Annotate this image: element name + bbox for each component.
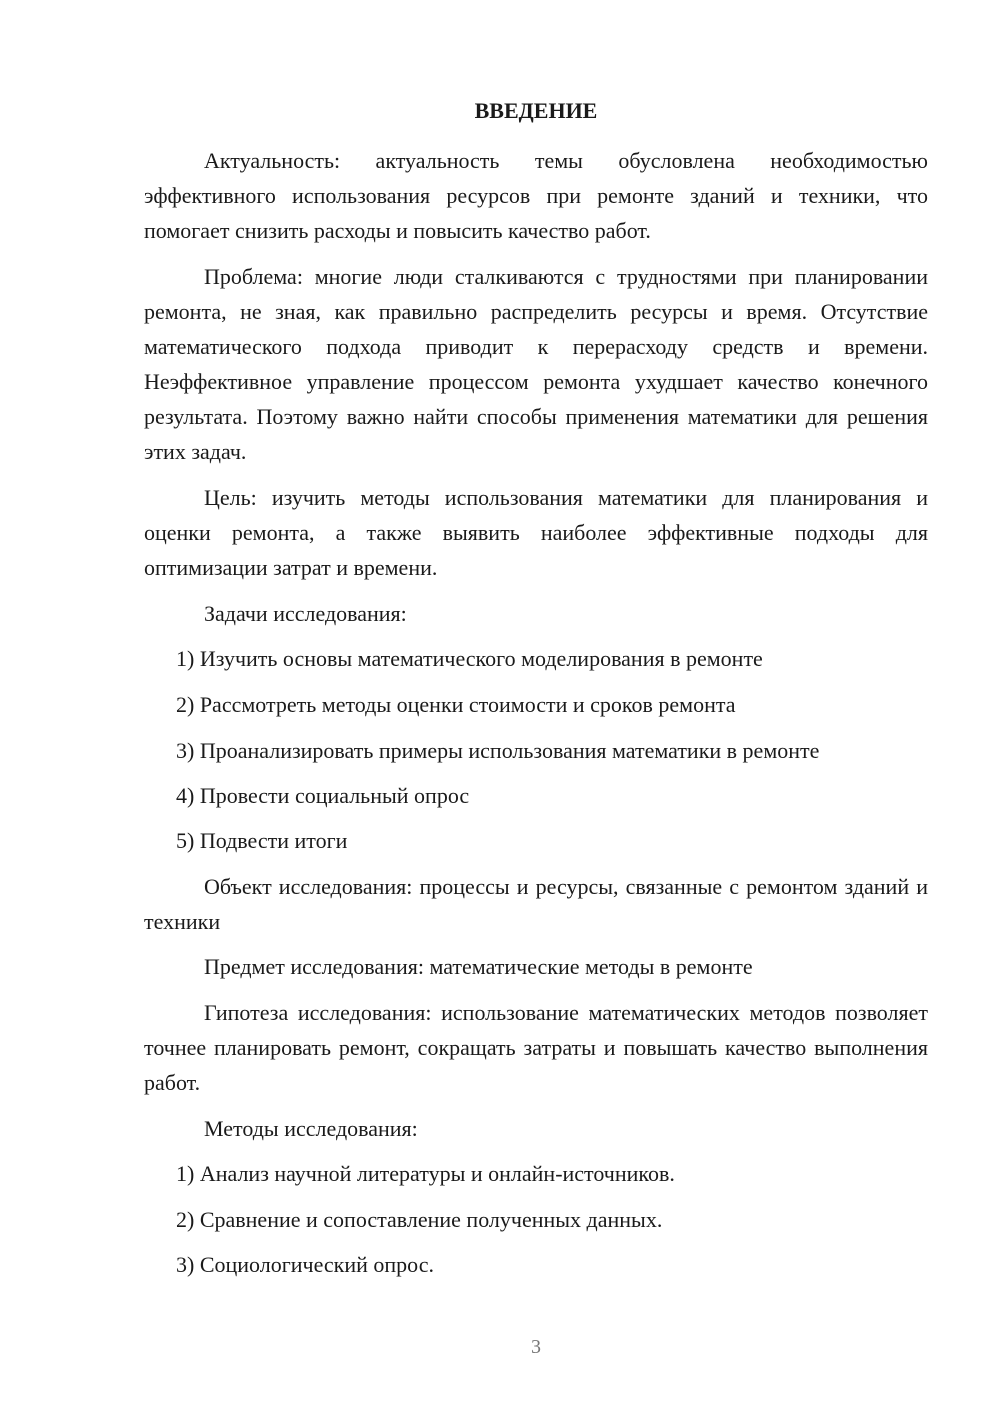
paragraph-object: Объект исследования: процессы и ресурсы, связанные с ремонтом зданий и техники [144,874,928,934]
paragraph-problem: Проблема: многие люди сталкиваются с трудностями при планировании ремонта, не зная, как правильно распределить ресурсы и время. Отсутствие математического подхода приводит к перерасходу средств и времени. Неэффективное управление процессом ремонта ухудшает качество конечного результата. Поэтому важно найти способы применения математики для решения этих задач. [144,264,928,464]
paragraph-goal: Цель: изучить методы использования математики для планирования и оценки ремонта, а также выявить наиболее эффективные подходы для оптимизации затрат и времени. [144,485,928,580]
list-item-task: 3) Проанализировать примеры использования математики в ремонте [176,738,820,763]
paragraph-subject: Предмет исследования: математические методы в ремонте [204,954,753,979]
page-number: 3 [531,1336,541,1358]
tasks-heading: Задачи исследования: [204,601,407,626]
list-item-task: 4) Провести социальный опрос [176,783,470,808]
list-item-method: 2) Сравнение и сопоставление полученных данных. [176,1207,663,1232]
list-item-method: 3) Социологический опрос. [176,1252,434,1277]
paragraph-relevance: Актуальность: актуальность темы обусловлена необходимостью эффективного использования ресурсов при ремонте зданий и техники, что помогает снизить расходы и повысить качество работ. [144,148,928,243]
list-item-method: 1) Анализ научной литературы и онлайн-источников. [176,1161,675,1186]
paragraph-hypothesis: Гипотеза исследования: использование математических методов позволяет точнее планировать ремонт, сокращать затраты и повышать качество выполнения работ. [144,1000,928,1095]
methods-heading: Методы исследования: [204,1116,418,1141]
page-title: ВВЕДЕНИЕ [474,98,598,123]
list-item-task: 1) Изучить основы математического моделирования в ремонте [176,646,763,671]
list-item-task: 5) Подвести итоги [176,828,348,853]
list-item-task: 2) Рассмотреть методы оценки стоимости и сроков ремонта [176,692,736,717]
